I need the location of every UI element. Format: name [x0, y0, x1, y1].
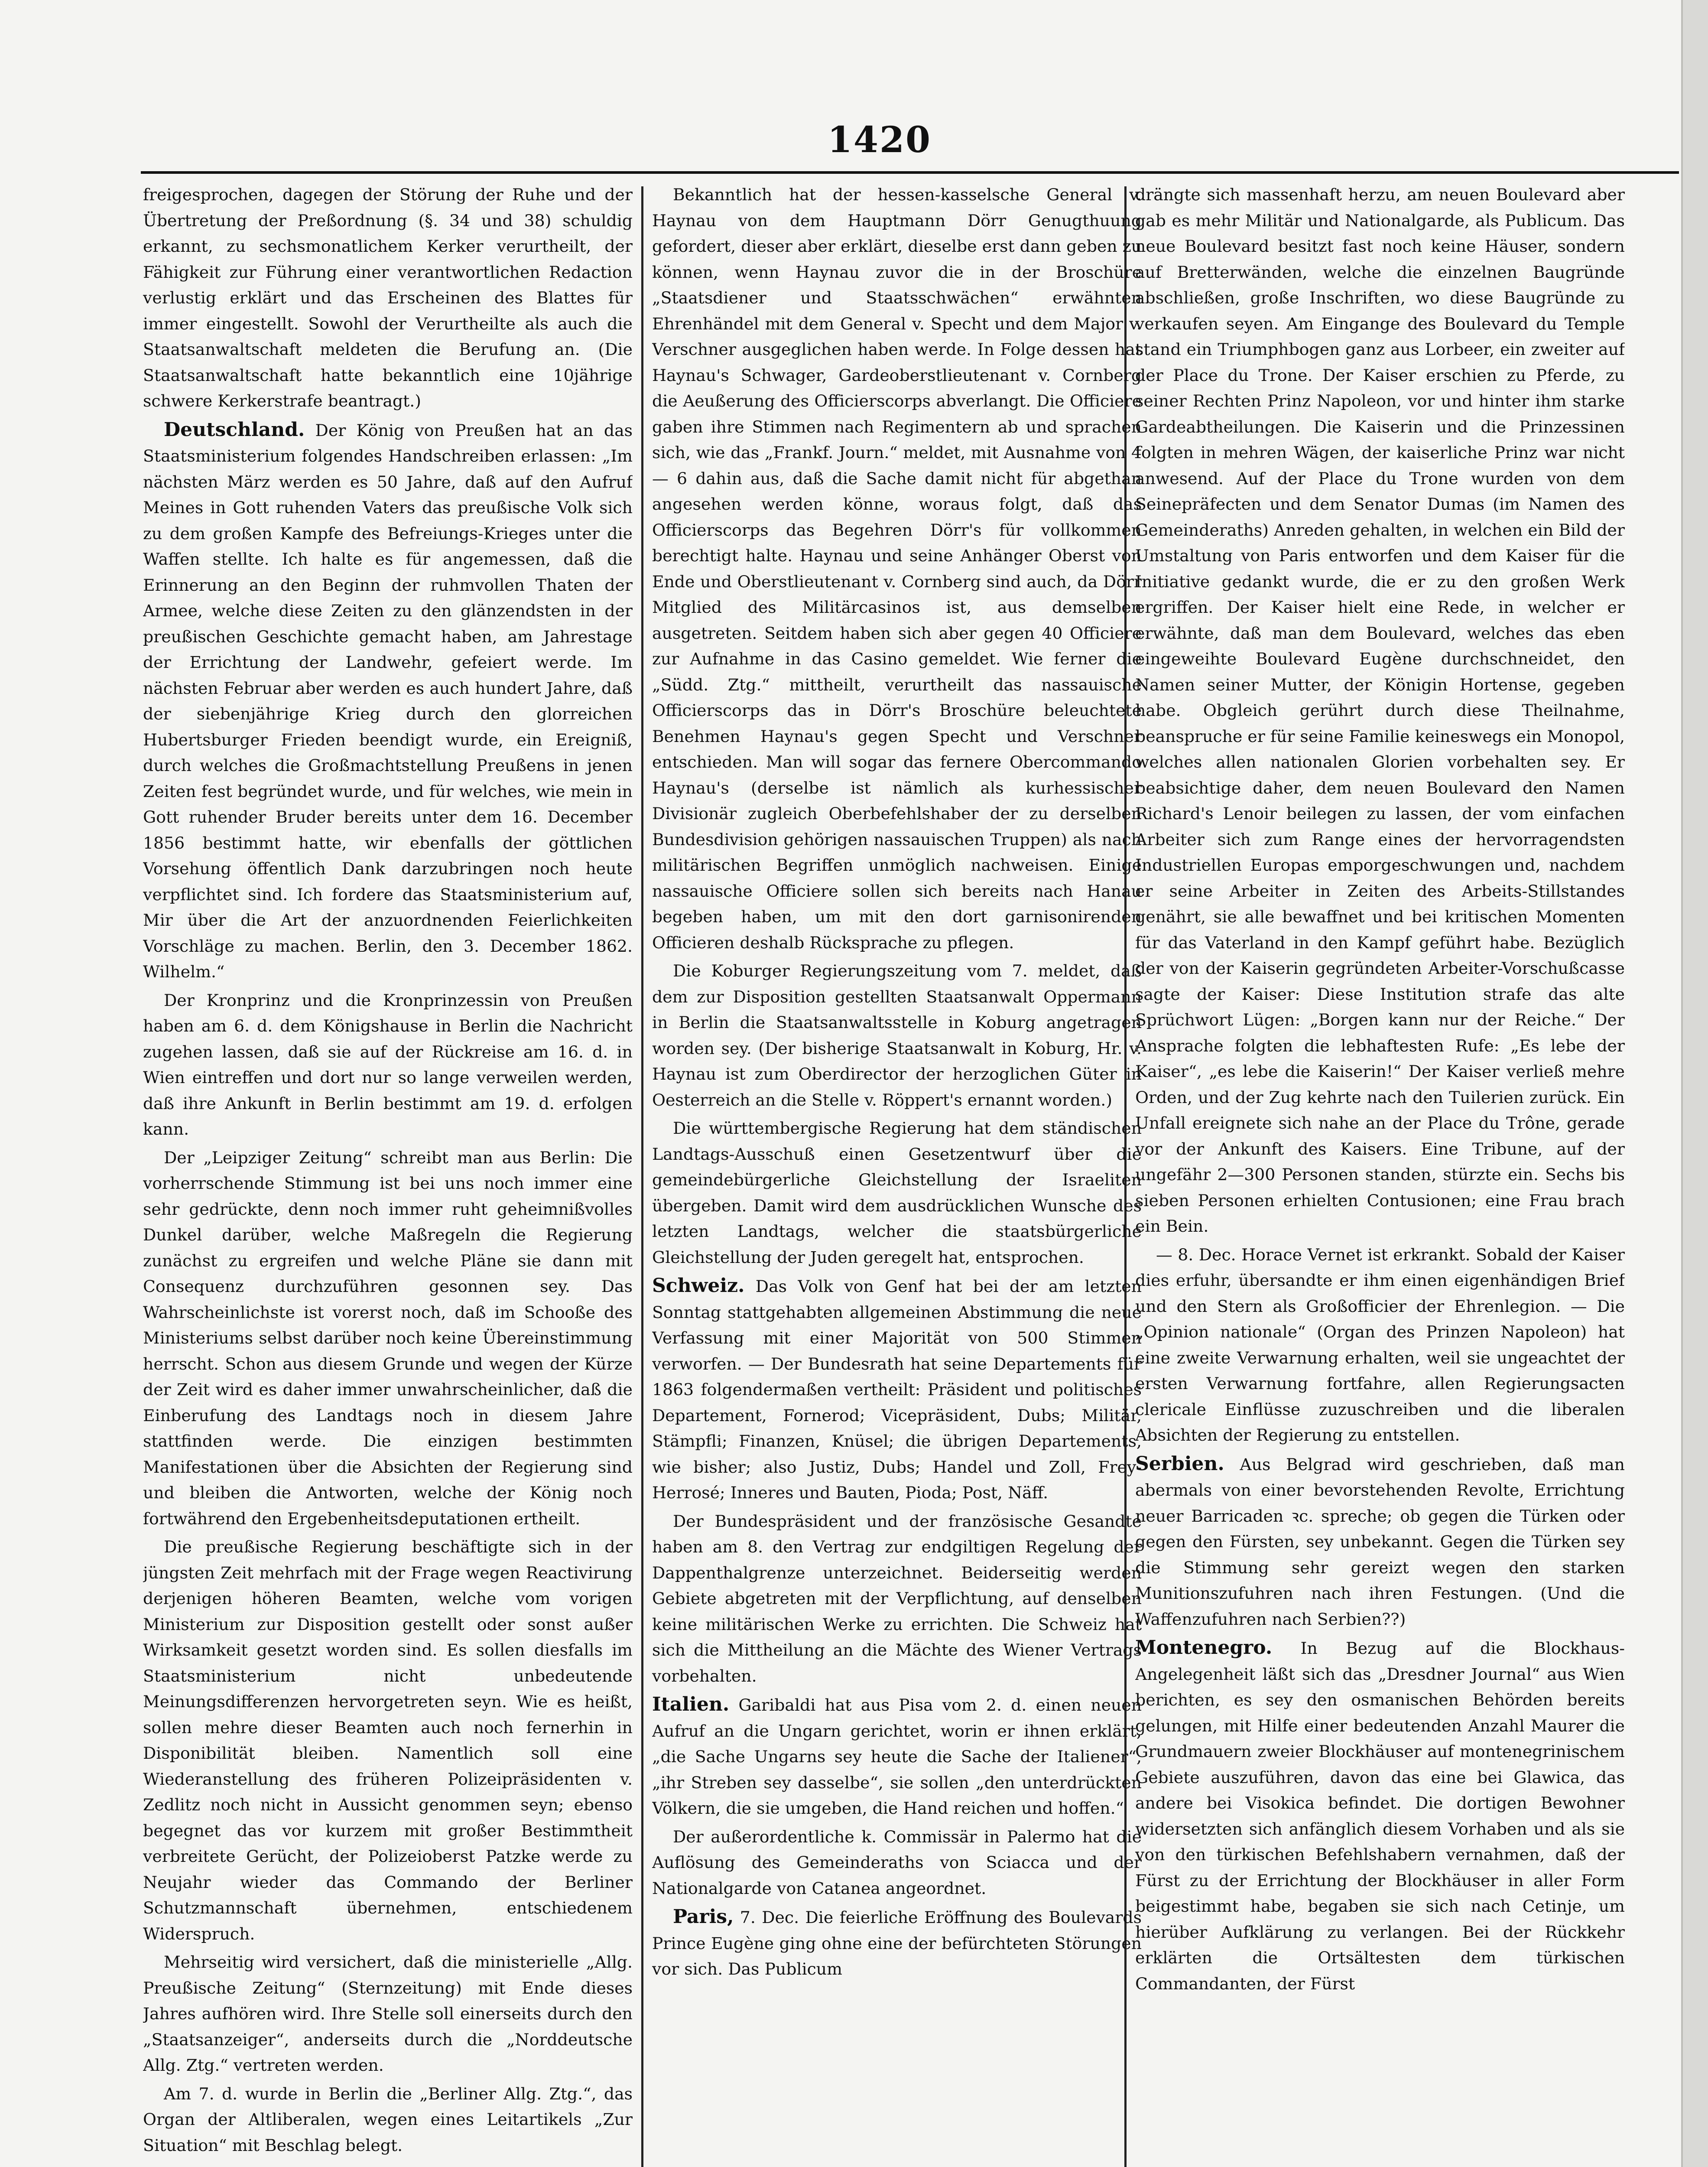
column-2	[652, 182, 1142, 2167]
paragraph: drängte sich massenhaft herzu, am neuen Boulevard aber gab es mehr Militär und Nationalgarde, als Publicum. Das neue Boulevard besitzt fast noch keine Häuser, sondern auf Bretterwänden, welche die einzelnen Baugründe abschließen, große Inschriften, wo diese Baugründe zu verkaufen seyen. Am Eingange des Boulevard du Temple stand ein Triumphbogen ganz aus Lorbeer, ein zweiter auf der Place du Trone. Der Kaiser erschien zu Pferde, zu seiner Rechten Prinz Napoleon, vor und hinter ihm starke Gardeabtheilungen. Die Kaiserin und die Prinzessinen folgten in mehren Wägen, der kaiserliche Prinz war nicht anwesend. Auf der Place du Trone wurden von dem Seinepräfecten und dem Senator Dumas (im Namen des Gemeinderaths) Anreden gehalten, in welchen ein Bild der Umstaltung von Paris entworfen und dem Kaiser für die Initiative gedankt wurde, die er zu den großen Werk ergriffen. Der Kaiser hielt eine Rede, in welcher er erwähnte, daß man dem Boulevard, welches das eben eingeweihte Boulevard Eugène durchschneidet, den Namen seiner Mutter, der Königin Hortense, gegeben habe. Obgleich gerührt durch diese Theilnahme, beanspruche er für seine Familie keineswegs ein Monopol, welches allen nationalen Glorien vorbehalten sey. Er beabsichtige daher, dem neuen Boulevard den Namen Richard's Lenoir beilegen zu lassen, der vom einfachen Arbeiter sich zum Range eines der hervorragendsten Industriellen Europas emporgeschwungen und, nachdem er seine Arbeiter in Zeiten des Arbeits-Stillstandes genährt, sie alle bewaffnet und bei kritischen Momenten für das Vaterland in den Kampf geführt habe. Bezüglich der von der Kaiserin gegründeten Arbeiter-Vorschußcasse sagte der Kaiser: Diese Institution strafe das alte Sprüchwort Lügen: „Borgen kann nur der Reiche.“ Der Ansprache folgten die lebhaftesten Rufe: „Es lebe der Kaiser“, „es lebe die Kaiserin!“ Der Kaiser verließ mehre Orden, und der Zug kehrte nach den Tuilerien zurück. Ein Unfall ereignete sich nahe an der Place du Trône, gerade vor der Ankunft des Kaisers. Eine Tribune, auf der ungefähr 2—300 Personen standen, stürzte ein. Sechs bis sieben Personen erhielten Contusionen; eine Frau brach ein Bein.	[1135, 185, 1625, 1236]
paragraph: — 8. Dec. Horace Vernet ist erkrankt. Sobald der Kaiser dies erfuhr, übersandte er ihm einen eigenhändigen Brief und den Stern als Großofficier der Ehrenlegion. — Die „Opinion nationale“ (Organ des Prinzen Napoleon) hat eine zweite Verwarnung erhalten, weil sie ungeachtet der ersten Verwarnung fortfahre, allen Regierungsacten clericale Einflüsse zuzuschreiben und die liberalen Absichten der Regierung zu entstellen.	[1135, 1245, 1625, 1445]
section-keyword: Montenegro.	[1135, 1637, 1273, 1659]
paragraph: Bekanntlich hat der hessen-kasselsche General v. Haynau von dem Hauptmann Dörr Genugthuung gefordert, dieser aber erklärt, dieselbe erst dann geben zu können, wenn Haynau zuvor die in der Broschüre „Staatsdiener und Staatsschwächen“ erwähnten Ehrenhändel mit dem General v. Specht und dem Major v. Verschner ausgeglichen haben werde. In Folge dessen hat Haynau's Schwager, Gardeoberstlieutenant v. Cornberg die Aeußerung des Officierscorps abverlangt. Die Officiere gaben ihre Stimmen nach Regimentern ab und sprachen sich, wie das „Frankf. Journ.“ meldet, mit Ausnahme von 4 — 6 dahin aus, daß die Sache damit nicht für abgethan angesehen werden könne, woraus folgt, daß das Officierscorps das Begehren Dörr's für vollkommen berechtigt halte. Haynau und seine Anhänger Oberst von Ende und Oberstlieutenant v. Cornberg sind auch, da Dörr Mitglied des Militärcasinos ist, aus demselben ausgetreten. Seitdem haben sich aber gegen 40 Officiere zur Aufnahme in das Casino gemeldet. Wie ferner die „Südd. Ztg.“ mittheilt, verurtheilt das nassauische Officierscorps das in Dörr's Broschüre beleuchtete Benehmen Haynau's gegen Specht und Verschner entschieden. Man will sogar das fernere Obercommando Haynau's (derselbe ist nämlich als kurhessischer Divisionär zugleich Oberbefehlshaber der zu derselben Bundesdivision gehörigen nassauischen Truppen) als nach militärischen Begriffen unmöglich nachweisen. Einige nassauische Officiere sollen sich bereits nach Hanau begeben haben, um mit den dort garnisonirenden Officieren deshalb Rücksprache zu pflegen.	[652, 185, 1142, 952]
section-keyword: Serbien.	[1135, 1452, 1224, 1475]
paragraph: Die preußische Regierung beschäftigte sich in der jüngsten Zeit mehrfach mit der Frage wegen Reactivirung derjenigen höheren Beamten, welche vom vorigen Ministerium zur Disposition gestellt oder sonst außer Wirksamkeit gesetzt worden sind. Es sollen diesfalls im Staatsministerium nicht unbedeutende Meinungsdifferenzen hervorgetreten seyn. Wie es heißt, sollen mehre dieser Beamten auch noch fernerhin in Disponibilität bleiben. Namentlich soll eine Wiederanstellung des früheren Polizeipräsidenten v. Zedlitz noch nicht in Aussicht genommen seyn; ebenso begegnet das vor kurzem mit großer Bestimmtheit verbreitete Gerücht, der Polizeioberst Patzke werde zu Neujahr wieder das Commando der Berliner Schutzmannschaft übernehmen, entschiedenem Widerspruch.	[143, 1537, 633, 1943]
article-columns	[143, 182, 1677, 2167]
paragraph-paris: Paris, 7. Dec. Die feierliche Eröffnung des Boulevards Prince Eugène ging ohne eine der befürchteten Störungen vor sich. Das Publicum	[652, 1906, 1142, 1978]
section-keyword: Schweiz.	[652, 1275, 745, 1297]
paragraph-serbien: Serbien. Aus Belgrad wird geschrieben, daß man abermals von einer bevorstehenden Revolte, Errichtung neuer Barricaden ꝛc. spreche; ob gegen die Türken oder gegen den Fürsten, sey unbekannt. Gegen die Türken sey die Stimmung sehr gereizt wegen den starken Munitionszufuhren nach ihren Festungen. (Und die Waffenzufuhren nach Serbien??)	[1135, 1452, 1625, 1629]
paragraph: Mehrseitig wird versichert, daß die ministerielle „Allg. Preußische Zeitung“ (Sternzeitung) mit Ende dieses Jahres aufhören wird. Ihre Stelle soll einerseits durch den „Staatsanzeiger“, anderseits durch die „Norddeutsche Allg. Ztg.“ vertreten werden.	[143, 1952, 633, 2075]
paragraph: freigesprochen, dagegen der Störung der Ruhe und der Übertretung der Preßordnung (§. 34 und 38) schuldig erkannt, zu sechsmonatlichem Kerker verurtheilt, der Fähigkeit zur Führung einer verantwortlichen Redaction verlustig erklärt und das Erscheinen des Blattes für immer eingestellt. Sowohl der Verurtheilte als auch die Staatsanwaltschaft meldeten die Berufung an. (Die Staatsanwaltschaft hatte bekanntlich eine 10jährige schwere Kerkerstrafe beantragt.)	[143, 185, 633, 410]
paragraph-italien: Italien. Garibaldi hat aus Pisa vom 2. d. einen neuen Aufruf an die Ungarn gerichtet, worin er ihnen erklärt, „die Sache Ungarns sey heute die Sache der Italiener“, „ihr Streben sey dasselbe“, sie sollen „den unterdrückten Völkern, die sie umgeben, die Hand reichen und hoffen.“	[652, 1693, 1142, 1818]
section-keyword: Paris,	[673, 1906, 734, 1928]
paragraph: Die württembergische Regierung hat dem ständischen Landtags-Ausschuß einen Gesetzentwurf über die gemeindebürgerliche Gleichstellung der Israeliten übergeben. Damit wird dem ausdrücklichen Wunsche des letzten Landtags, welcher die staatsbürgerliche Gleichstellung der Juden geregelt hat, entsprochen.	[652, 1119, 1142, 1267]
column-3	[1135, 182, 1625, 2167]
header-rule	[141, 171, 1679, 174]
page-edge	[1681, 0, 1708, 2167]
page-number: 1420	[827, 119, 932, 161]
paragraph: Der Kronprinz und die Kronprinzessin von Preußen haben am 6. d. dem Königshause in Berlin die Nachricht zugehen lassen, daß sie auf der Rückreise am 16. d. in Wien eintreffen und dort nur so lange verweilen werden, daß ihre Ankunft in Berlin bestimmt am 19. d. erfolgen kann.	[143, 990, 633, 1139]
paragraph: Der Bundespräsident und der französische Gesandte haben am 8. den Vertrag zur endgiltigen Regelung der Dappenthalgrenze unterzeichnet. Beiderseitig werden Gebiete abgetreten mit der Verpflichtung, auf denselben keine militärischen Werke zu errichten. Die Schweiz hat sich die Mittheilung an die Mächte des Wiener Vertrags vorbehalten.	[652, 1511, 1142, 1685]
paragraph-deutschland: Deutschland. Der König von Preußen hat an das Staatsministerium folgendes Handschreiben erlassen: „Im nächsten März werden es 50 Jahre, daß auf den Aufruf Meines in Gott ruhenden Vaters das preußische Volk sich zu dem großen Kampfe des Befreiungs-Krieges unter die Waffen stellte. Ich halte es für angemessen, daß die Erinnerung an den Beginn der ruhmvollen Thaten der Armee, welche diese Zeiten zu den glänzendsten in der preußischen Geschichte gemacht haben, am Jahrestage der Errichtung der Landwehr, gefeiert werde. Im nächsten Februar aber werden es auch hundert Jahre, daß der siebenjährige Krieg durch den glorreichen Hubertsburger Frieden beendigt wurde, ein Ereigniß, durch welches die Großmachtstellung Preußens in jenen Zeiten fest begründet wurde, und für welches, wie mein in Gott ruhender Bruder bereits unter dem 16. December 1856 bestimmt hatte, wir ebenfalls der göttlichen Vorsehung öffentlich Dank darzubringen noch heute verpflichtet sind. Ich fordere das Staatsministerium auf, Mir über die Art der anzuordnenden Feierlichkeiten Vorschläge zu machen. Berlin, den 3. December 1862. Wilhelm.“	[143, 418, 633, 981]
paragraph: Der „Leipziger Zeitung“ schreibt man aus Berlin: Die vorherrschende Stimmung ist bei uns noch immer eine sehr gedrückte, denn noch immer ruht geheimnißvolles Dunkel darüber, welche Maßregeln die Regierung zunächst zu ergreifen und welche Pläne sie dann mit Consequenz durchzuführen gesonnen sey. Das Wahrscheinlichste ist vorerst noch, daß im Schooße des Ministeriums selbst darüber noch keine Übereinstimmung herrscht. Schon aus diesem Grunde und wegen der Kürze der Zeit wird es daher immer unwahrscheinlicher, daß die Einberufung des Landtags noch in diesem Jahre stattfinden werde. Die einzigen bestimmten Manifestationen über die Absichten der Regierung sind und bleiben die Antworten, welche der König noch fortwährend den Ergebenheitsdeputationen ertheilt.	[143, 1148, 633, 1528]
column-divider	[641, 186, 643, 2167]
paragraph: Am 7. d. wurde in Berlin die „Berliner Allg. Ztg.“, das Organ der Altliberalen, wegen eines Leitartikels „Zur Situation“ mit Beschlag belegt.	[143, 2084, 633, 2155]
paragraph: Die Koburger Regierungszeitung vom 7. meldet, daß dem zur Disposition gestellten Staatsanwalt Oppermann in Berlin die Staatsanwaltsstelle in Koburg angetragen worden sey. (Der bisherige Staatsanwalt in Koburg, Hr. v. Haynau ist zum Oberdirector der herzoglichen Güter in Oesterreich an die Stelle v. Röppert's ernannt worden.)	[652, 961, 1142, 1110]
section-keyword: Deutschland.	[164, 418, 305, 441]
paragraph-montenegro: Montenegro. In Bezug auf die Blockhaus-Angelegenheit läßt sich das „Dresdner Journal“ aus Wien berichten, es sey den osmanischen Behörden bereits gelungen, mit Hilfe einer bedeutenden Anzahl Maurer die Grundmauern zweier Blockhäuser auf montenegrinischem Gebiete auszuführen, davon das eine bei Glawica, das andere bei Visokica befindet. Die dortigen Bewohner widersetzten sich anfänglich diesem Vorhaben und als sie von den türkischen Befehlshabern vernahmen, daß der Fürst zu der Errichtung der Blockhäuser in aller Form beigestimmt habe, begaben sie sich nach Cetinje, um hierüber Aufklärung zu verlangen. Bei der Rückkehr erklärten die Ortsältesten dem türkischen Commandanten, der Fürst	[1135, 1637, 1625, 1993]
paragraph: Der außerordentliche k. Commissär in Palermo hat die Auflösung des Gemeinderaths von Sciacca und der Nationalgarde von Catanea angeordnet.	[652, 1827, 1142, 1898]
paragraph-schweiz: Schweiz. Das Volk von Genf hat bei der am letzten Sonntag stattgehabten allgemeinen Abstimmung die neue Verfassung mit einer Majorität von 500 Stimmen verworfen. — Der Bundesrath hat seine Departements für 1863 folgendermaßen vertheilt: Präsident und politisches Departement, Fornerod; Vicepräsident, Dubs; Militär, Stämpfli; Finanzen, Knüsel; die übrigen Departements, wie bisher; also Justiz, Dubs; Handel und Zoll, Frey-Herrosé; Inneres und Bauten, Pioda; Post, Näff.	[652, 1275, 1142, 1502]
section-keyword: Italien.	[652, 1693, 730, 1715]
column-1	[143, 182, 633, 2167]
